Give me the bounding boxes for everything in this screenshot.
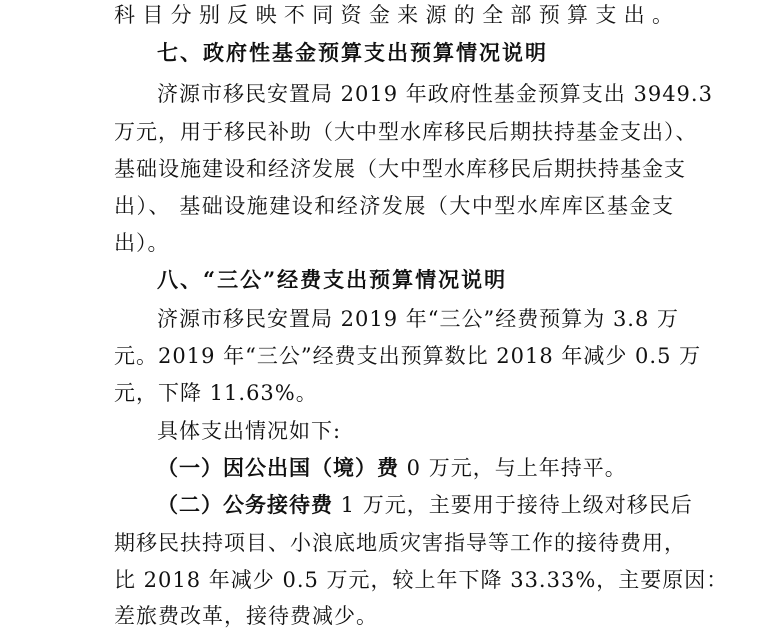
subsection-line-1 (157, 455, 717, 481)
paragraph-line: 比 2018 年减少 0.5 万元，较上年下降 33.33%，主要原因： (114, 568, 729, 592)
subsection-text: 0 万元，与上年持平。 (399, 456, 627, 480)
paragraph-line: 基础设施建设和经济发展（大中型水库移民后期扶持基金支 (114, 157, 686, 181)
paragraph-line: 万元，用于移民补助（大中型水库移民后期扶持基金支出）、 (114, 120, 698, 144)
section-heading-7: 七、政府性基金预算支出预算情况说明 (157, 40, 548, 65)
paragraph-line: 差旅费改革，接待费减少。 (114, 604, 378, 628)
paragraph-line: 元，下降 11.63%。 (114, 381, 318, 405)
subsection-line-2 (157, 492, 693, 518)
paragraph-line: 科目分别反映不同资金来源的全部预算支出。 (114, 3, 674, 27)
paragraph-line: 元。2019 年“三公”经费支出预算数比 2018 年减少 0.5 万 (114, 344, 702, 368)
subsection-title-reception: （二）公务接待费 (157, 492, 333, 517)
paragraph-line: 具体支出情况如下: (157, 419, 342, 443)
subsection-text: 1 万元，主要用于接待上级对移民后 (333, 493, 693, 517)
subsection-title-travel-abroad: （一）因公出国（境）费 (157, 455, 399, 480)
paragraph-line: 济源市移民安置局 2019 年政府性基金预算支出 3949.3 (157, 82, 713, 106)
section-heading-8: 八、“三公”经费支出预算情况说明 (157, 267, 508, 292)
paragraph-line: 出）。 (114, 231, 170, 255)
paragraph-line: 济源市移民安置局 2019 年“三公”经费预算为 3.8 万 (157, 307, 680, 331)
paragraph-line: 期移民扶持项目、小浪底地质灾害指导等工作的接待费用， (114, 531, 686, 555)
paragraph-line: 出）、 基础设施建设和经济发展（大中型水库库区基金支 (114, 194, 674, 218)
